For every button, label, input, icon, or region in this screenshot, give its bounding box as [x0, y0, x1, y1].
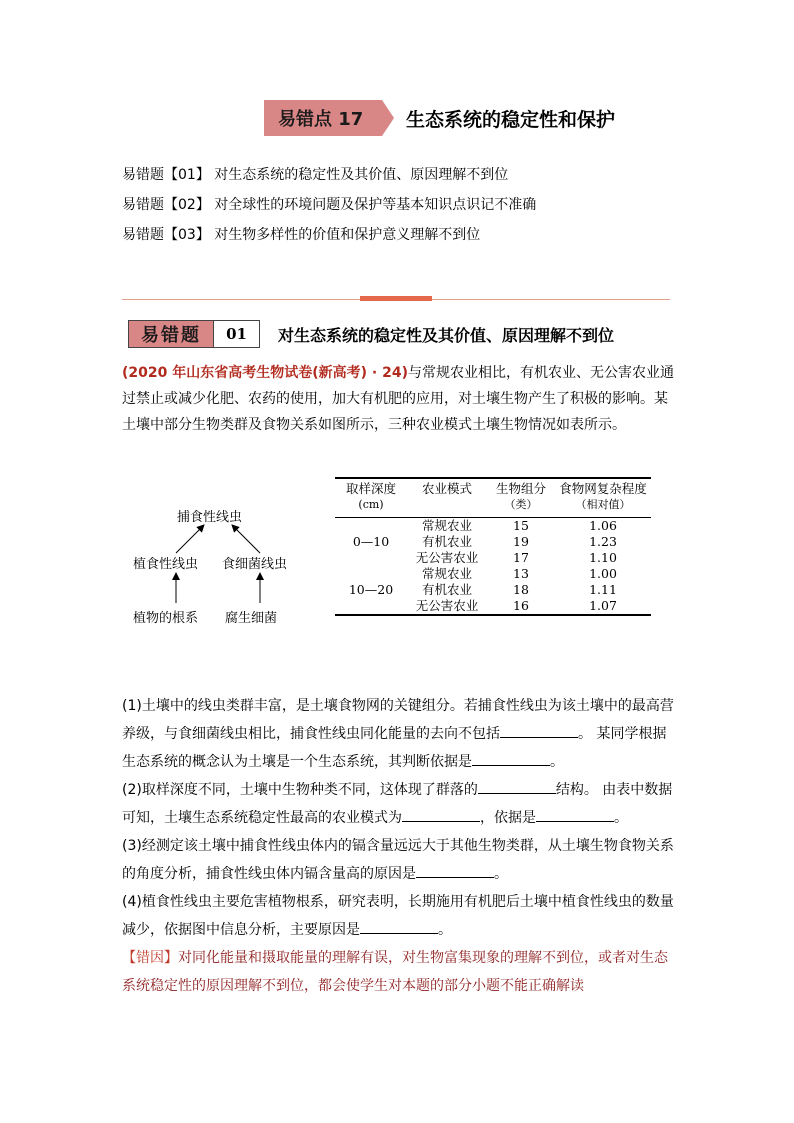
table-header-row	[335, 478, 651, 518]
answer-blank	[500, 723, 578, 738]
node-predatory-nematode: 捕食性线虫	[177, 510, 243, 525]
col-groups-unit: （类）	[504, 498, 538, 511]
question-1	[122, 692, 677, 776]
topic-badge: 易错点 17	[264, 100, 382, 136]
cell-mode: 无公害农业	[415, 598, 479, 613]
arrow-bacterivore-to-predator	[232, 525, 260, 553]
col-complexity	[555, 478, 651, 518]
question-1-text: (1)土壤中的线虫类群丰富，是土壤食物网的关键组分。若捕食性线虫为该土壤中的最高营养级，与食细菌线虫相比，捕食性线虫同化能量的去向不包括	[122, 698, 674, 742]
answer-blank	[360, 919, 438, 934]
cell-groups: 15	[513, 518, 529, 533]
error-cause	[122, 944, 677, 1000]
table-row	[335, 566, 651, 582]
cell-groups: 13	[513, 566, 529, 581]
question-2	[122, 776, 677, 832]
error-list-item: 易错题【03】 对生物多样性的价值和保护意义理解不到位	[122, 227, 481, 243]
col-complexity-unit: （相对值）	[575, 498, 631, 511]
section-number: 01	[214, 320, 260, 348]
answer-blank	[472, 751, 550, 766]
col-depth-unit: (cm)	[358, 498, 384, 511]
node-herbivorous-nematode: 植食性线虫	[133, 557, 199, 572]
questions	[122, 692, 677, 1000]
question-3-end: 。	[494, 866, 508, 882]
answer-blank	[416, 863, 494, 878]
question-4	[122, 888, 677, 944]
farming-data-table	[335, 477, 651, 616]
cell-depth: 0—10	[352, 534, 390, 549]
divider-accent	[360, 296, 432, 301]
cell-groups: 16	[513, 598, 529, 613]
col-depth-label: 取样深度	[345, 481, 396, 496]
error-list-item: 易错题【01】 对生态系统的稳定性及其价值、原因理解不到位	[122, 167, 509, 183]
node-plant-roots: 植物的根系	[133, 611, 199, 626]
cell-mode: 无公害农业	[415, 550, 479, 565]
col-mode: 农业模式	[421, 481, 472, 496]
question-3	[122, 832, 677, 888]
problem-intro	[122, 360, 677, 438]
error-list-item: 易错题【02】 对全球性的环境问题及保护等基本知识点识记不准确	[122, 197, 537, 213]
error-list	[122, 160, 536, 250]
question-2-text: (2)取样深度不同，土壤中生物种类不同，这体现了群落的	[122, 782, 478, 798]
question-4-text: (4)植食性线虫主要危害植物根系，研究表明，长期施用有机肥后土壤中植食性线虫的数量减少，依据图中信息分析，主要原因是	[122, 894, 674, 938]
cell-complexity: 1.00	[589, 566, 617, 581]
node-bacterivorous-nematode: 食细菌线虫	[222, 557, 288, 572]
question-4-end: 。	[438, 922, 452, 938]
cell-complexity: 1.11	[589, 582, 617, 597]
question-2-text-c: ，依据是	[480, 810, 536, 826]
node-saprophytic-bacteria: 腐生细菌	[225, 611, 278, 626]
cell-complexity: 1.10	[589, 550, 617, 565]
cell-complexity: 1.06	[589, 518, 617, 533]
question-2-text-b: 结构。 由表中数据可知，土壤生态系统稳定性最高的农业模式为	[122, 782, 673, 826]
page-title: 生态系统的稳定性和保护	[406, 108, 616, 131]
col-complexity-label: 食物网复杂程度	[559, 481, 647, 496]
col-groups	[487, 478, 555, 518]
col-groups-label: 生物组分	[495, 481, 546, 496]
answer-blank	[478, 779, 556, 794]
cell-groups: 19	[513, 534, 529, 549]
question-3-text: (3)经测定该土壤中捕食性线虫体内的镉含量远远大于其他生物类群，从土壤生物食物关系的角度分析，捕食性线虫体内镉含量高的原因是	[122, 838, 674, 882]
arrow-herbivore-to-predator	[176, 525, 204, 553]
section-label: 易错题	[128, 320, 214, 348]
cell-groups: 17	[513, 550, 529, 565]
cell-complexity: 1.23	[589, 534, 617, 549]
section-header	[128, 320, 614, 348]
cell-mode: 有机农业	[421, 534, 472, 549]
question-1-end: 。	[550, 754, 564, 770]
cell-depth: 10—20	[348, 582, 394, 597]
error-cause-tag: 【错因】	[122, 950, 178, 966]
col-depth	[335, 478, 407, 518]
page-title-banner	[264, 99, 615, 137]
answer-blank	[536, 807, 614, 822]
table-row	[335, 518, 651, 535]
cell-mode: 有机农业	[421, 582, 472, 597]
problem-intro-text: 与常规农业相比，有机农业、无公害农业通过禁止或减少化肥、农药的使用，加大有机肥的应用，对土壤生物产生了积极的影响。某土壤中部分生物类群及食物关系如图所示，三种农业模式土壤生物情况如表所示。	[122, 365, 674, 433]
cell-mode: 常规农业	[421, 518, 472, 533]
section-title: 对生态系统的稳定性及其价值、原因理解不到位	[278, 325, 615, 345]
answer-blank	[402, 807, 480, 822]
question-2-end: 。	[614, 810, 628, 826]
question-1-text-b: 。 某同学根据生态系统的概念认为土壤是一个生态系统，其判断依据是	[122, 726, 667, 770]
cell-complexity: 1.07	[589, 598, 617, 613]
cell-mode: 常规农业	[421, 566, 472, 581]
cell-groups: 18	[513, 582, 529, 597]
problem-source: (2020 年山东省高考生物试卷(新高考) · 24)	[122, 365, 408, 381]
error-cause-text: 对同化能量和摄取能量的理解有误，对生物富集现象的理解不到位，或者对生态系统稳定性的原因理解不到位，都会使学生对本题的部分小题不能正确解读	[122, 950, 668, 994]
